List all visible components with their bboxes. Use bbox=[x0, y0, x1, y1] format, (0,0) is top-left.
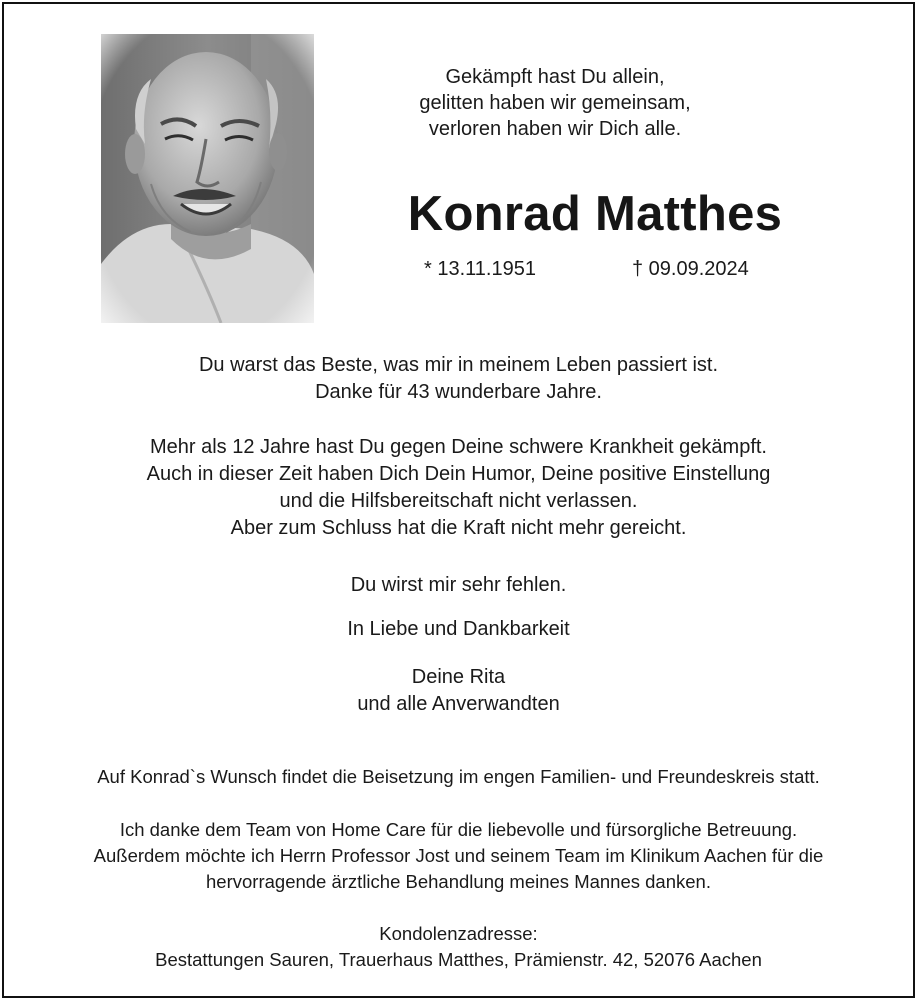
tribute-line: Du warst das Beste, was mir in meinem Leben passiert ist. bbox=[198, 354, 719, 376]
illness-paragraph bbox=[0, 434, 917, 542]
illness-line: Mehr als 12 Jahre hast Du gegen Deine schwere Krankheit gekämpft. bbox=[149, 436, 767, 458]
tribute-paragraph bbox=[0, 352, 917, 406]
signature-line: und alle Anverwandten bbox=[357, 693, 560, 715]
closing-line: In Liebe und Dankbarkeit bbox=[347, 618, 570, 640]
funeral-note: Auf Konrad`s Wunsch findet die Beisetzung im engen Familien- und Freundeskreis statt. bbox=[97, 766, 820, 787]
birth-date: * 13.11.1951 bbox=[424, 258, 536, 280]
farewell-line: Du wirst mir sehr fehlen. bbox=[350, 574, 567, 596]
illness-line: Aber zum Schluss hat die Kraft nicht mehr gereicht. bbox=[230, 517, 687, 539]
thanks-paragraph bbox=[0, 817, 917, 895]
deceased-name: Konrad Matthes bbox=[407, 187, 783, 241]
condolence-section bbox=[0, 921, 917, 973]
illness-line: Auch in dieser Zeit haben Dich Dein Humor, Deine positive Einstellung bbox=[146, 463, 771, 485]
illness-line: und die Hilfsbereitschaft nicht verlassen. bbox=[279, 490, 638, 512]
tribute-line: Danke für 43 wunderbare Jahre. bbox=[315, 381, 602, 403]
poem-line: gelitten haben wir gemeinsam, bbox=[419, 92, 691, 114]
portrait-photo bbox=[101, 34, 314, 323]
thanks-line: Ich danke dem Team von Home Care für die liebevolle und fürsorgliche Betreuung. bbox=[119, 819, 798, 840]
poem-line: Gekämpft hast Du allein, bbox=[445, 66, 665, 88]
poem-verse bbox=[390, 64, 720, 142]
poem-line: verloren haben wir Dich alle. bbox=[428, 118, 682, 140]
signature-line: Deine Rita bbox=[411, 666, 506, 688]
signature bbox=[0, 664, 917, 718]
death-date: † 09.09.2024 bbox=[632, 258, 749, 280]
condolence-address: Bestattungen Sauren, Trauerhaus Matthes, Prämienstr. 42, 52076 Aachen bbox=[155, 949, 762, 970]
thanks-line: hervorragende ärztliche Behandlung meines Mannes danken. bbox=[206, 871, 711, 892]
thanks-line: Außerdem möchte ich Herrn Professor Jost und seinem Team im Klinikum Aachen für die bbox=[93, 845, 824, 866]
condolence-label: Kondolenzadresse: bbox=[379, 923, 538, 944]
